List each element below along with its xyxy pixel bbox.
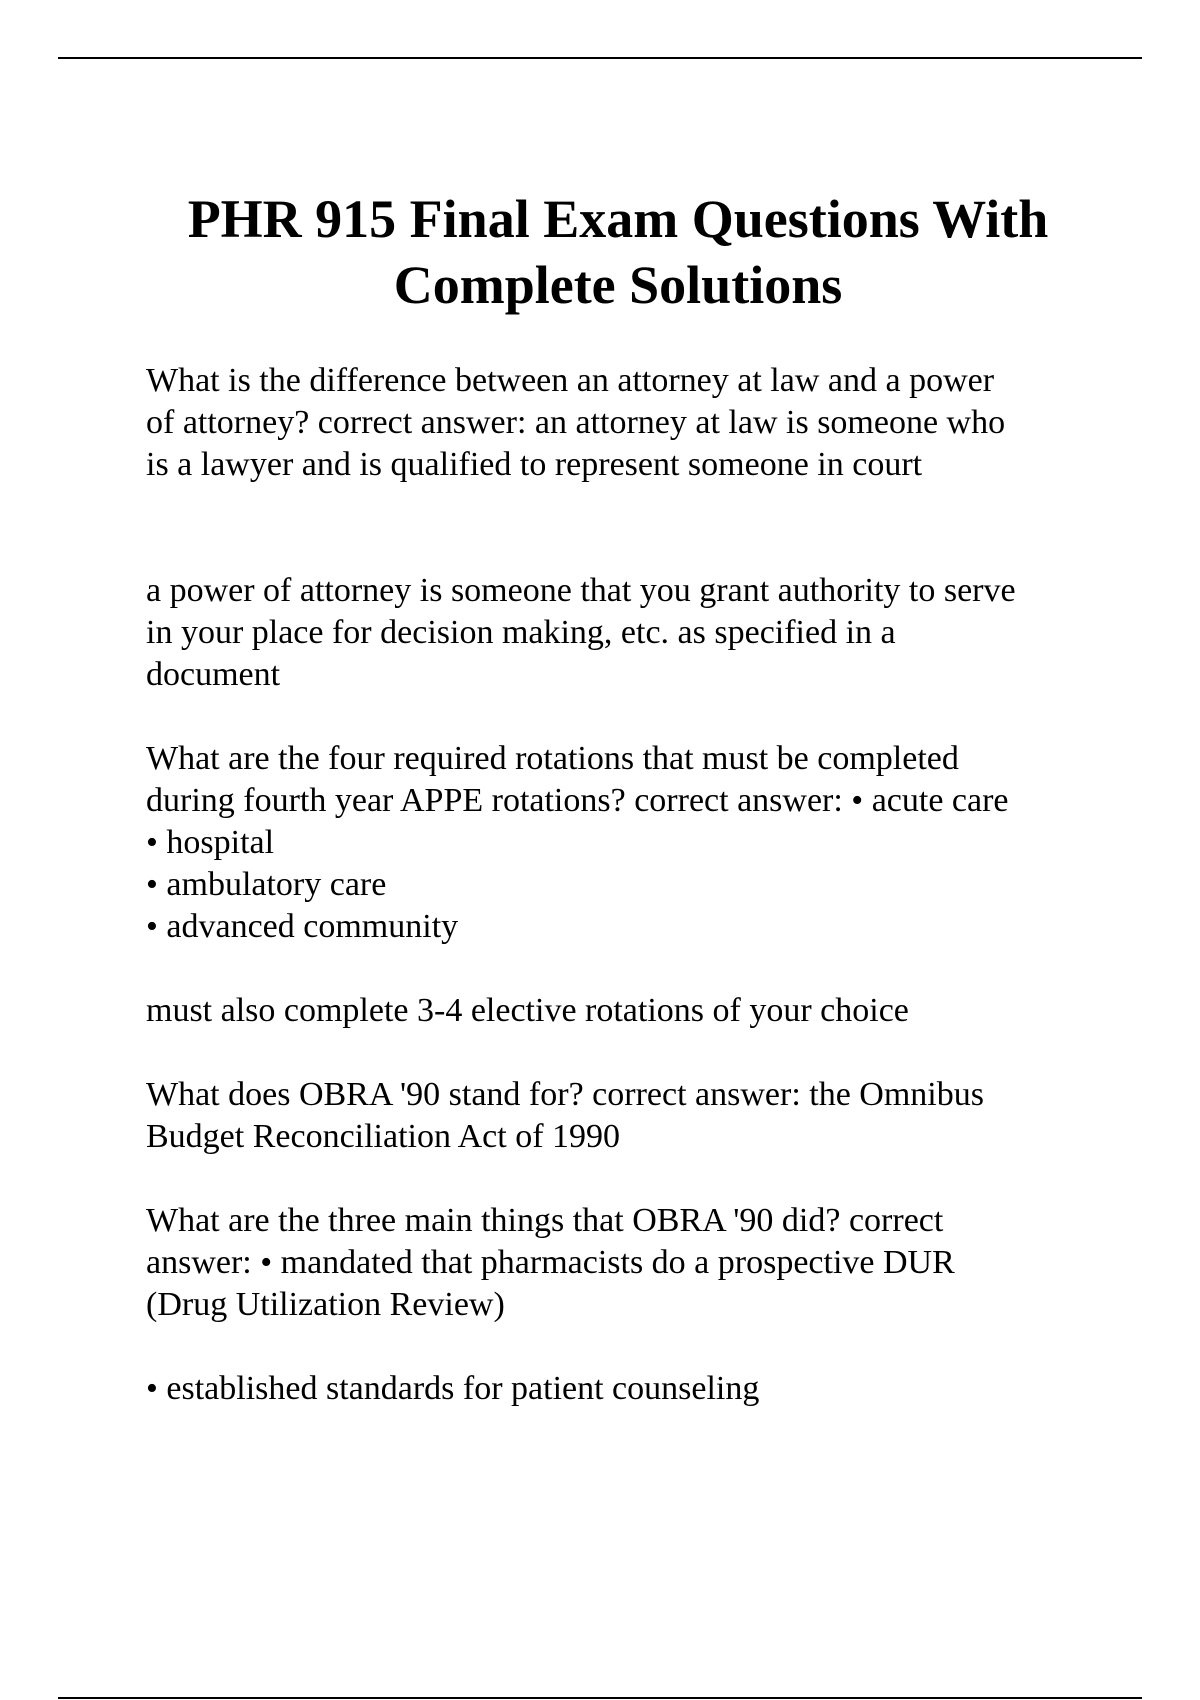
spacer: [146, 486, 1106, 570]
text-line: • hospital: [146, 824, 275, 861]
text-line: answer: • mandated that pharmacists do a prospective DUR: [146, 1244, 955, 1281]
text-line: • advanced community: [146, 908, 459, 945]
text-line: (Drug Utilization Review): [146, 1286, 505, 1323]
spacer: [146, 1158, 1106, 1200]
text-line: is a lawyer and is qualified to represent someone in court: [146, 446, 923, 483]
document-body: [146, 360, 1106, 1410]
bottom-rule: [58, 1697, 1142, 1699]
text-line: of attorney? correct answer: an attorney at law is someone who: [146, 404, 1006, 441]
text-line: What does OBRA '90 stand for? correct answer: the Omnibus: [146, 1076, 984, 1113]
title-line-1: PHR 915 Final Exam Questions With: [187, 189, 1049, 249]
top-rule: [58, 57, 1142, 59]
spacer: [146, 1326, 1106, 1368]
text-line: Budget Reconciliation Act of 1990: [146, 1118, 621, 1155]
text-line: What are the three main things that OBRA '90 did? correct: [146, 1202, 944, 1239]
text-line: document: [146, 656, 281, 693]
title-line-2: Complete Solutions: [393, 255, 843, 315]
text-line: • established standards for patient counseling: [146, 1370, 760, 1407]
text-line: • ambulatory care: [146, 866, 387, 903]
text-line: must also complete 3-4 elective rotations of your choice: [146, 992, 909, 1029]
text-line: What is the difference between an attorney at law and a power: [146, 362, 995, 399]
text-line: a power of attorney is someone that you grant authority to serve: [146, 572, 1016, 609]
spacer: [146, 1032, 1106, 1074]
text-line: What are the four required rotations that must be completed: [146, 740, 959, 777]
document-title: [100, 186, 1136, 318]
text-line: during fourth year APPE rotations? correct answer: • acute care: [146, 782, 1009, 819]
text-line: in your place for decision making, etc. as specified in a: [146, 614, 896, 651]
spacer: [146, 948, 1106, 990]
spacer: [146, 696, 1106, 738]
